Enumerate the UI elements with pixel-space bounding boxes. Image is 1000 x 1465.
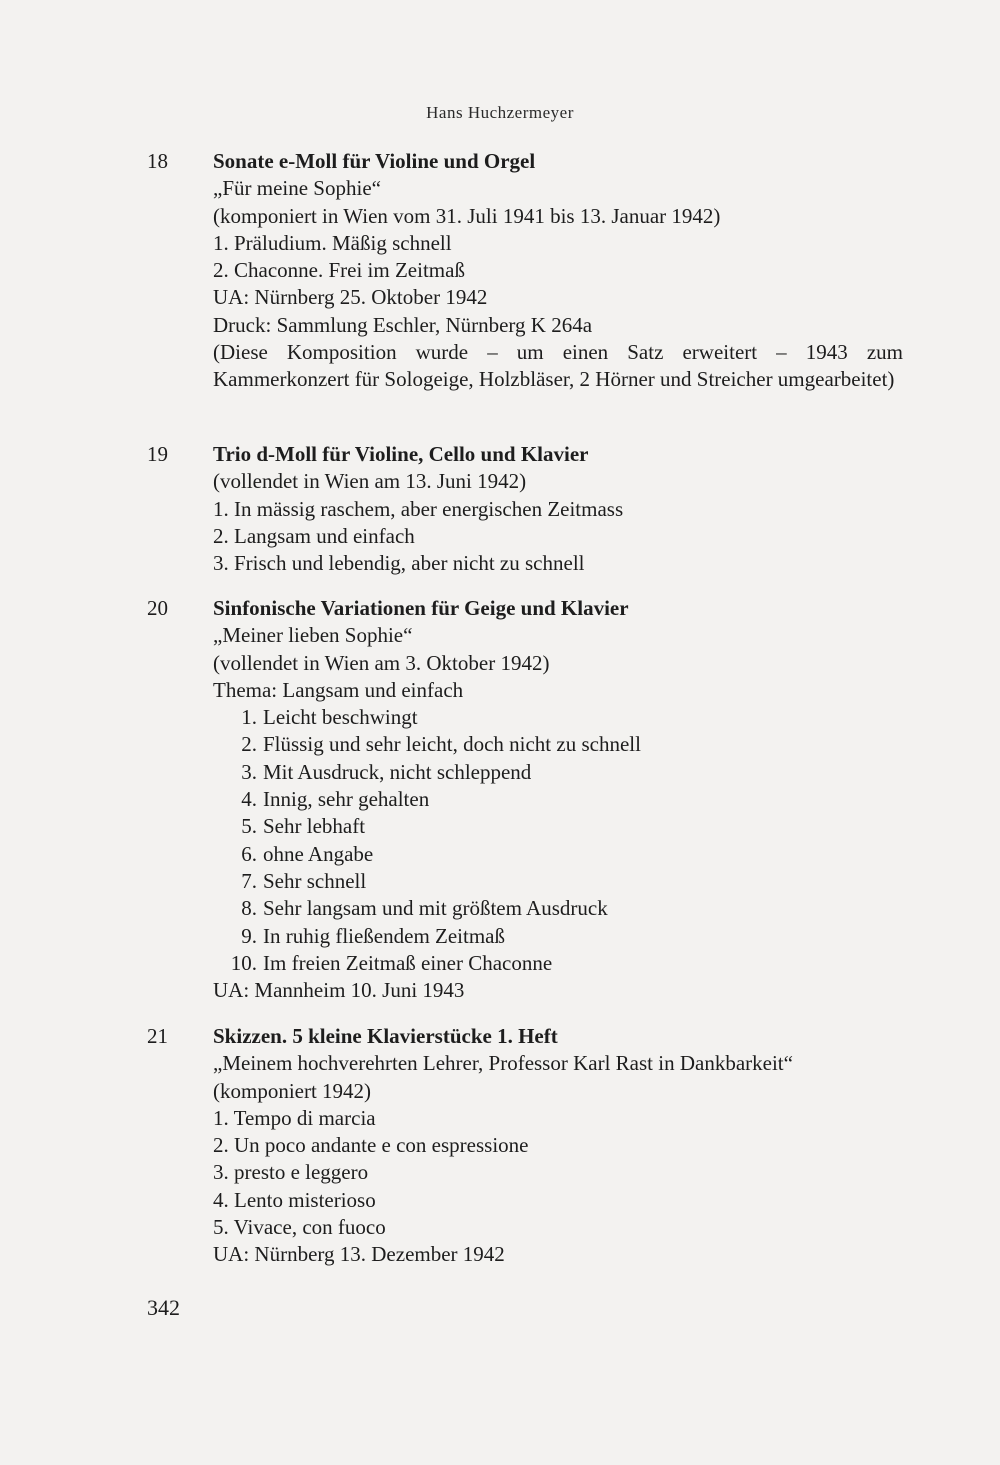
running-head: Hans Huchzermeyer	[426, 103, 574, 122]
premiere: UA: Nürnberg 13. Dezember 1942	[213, 1242, 505, 1267]
entry-body	[213, 595, 903, 1004]
movement: 1. Tempo di marcia	[213, 1105, 376, 1130]
composition-date: (komponiert 1942)	[213, 1078, 372, 1103]
entry-number: 19	[147, 442, 168, 466]
entry-body	[213, 148, 903, 394]
composition-date: (vollendet in Wien am 13. Juni 1942)	[213, 469, 527, 494]
variation-item: 2. Flüssig und sehr leicht, doch nicht zu schnell	[241, 732, 641, 757]
variation-item: 5. Sehr lebhaft	[241, 814, 366, 839]
movement: 4. Lento misterioso	[213, 1187, 376, 1212]
variation-item: 7. Sehr schnell	[241, 868, 367, 893]
movement: 2. Un poco andante e con espressione	[213, 1133, 529, 1158]
movement: 5. Vivace, con fuoco	[213, 1215, 386, 1240]
variation-item: 9. In ruhig fließendem Zeitmaß	[241, 923, 506, 948]
movement: 2. Langsam und einfach	[213, 523, 415, 548]
entry-title: Sinfonische Variationen für Geige und Klavier	[213, 596, 629, 620]
dedication: „Für meine Sophie“	[213, 176, 381, 201]
composition-date: (vollendet in Wien am 3. Oktober 1942)	[213, 650, 550, 675]
entry-title: Sonate e-Moll für Violine und Orgel	[213, 149, 536, 173]
variation-item: 10. Im freien Zeitmaß einer Chaconne	[230, 950, 553, 975]
premiere: UA: Nürnberg 25. Oktober 1942	[213, 285, 488, 310]
entry-body	[213, 1023, 903, 1269]
entry-body	[213, 441, 903, 577]
dedication: „Meinem hochverehrten Lehrer, Professor Karl Rast in Dankbarkeit“	[213, 1051, 793, 1076]
variation-item: 8. Sehr langsam und mit größtem Ausdruck	[241, 896, 608, 921]
variation-item: 4. Innig, sehr gehalten	[241, 787, 430, 812]
premiere: UA: Mannheim 10. Juni 1943	[213, 978, 465, 1003]
variation-list	[213, 704, 903, 977]
movement: 3. presto e leggero	[213, 1160, 369, 1185]
entry-number: 18	[147, 149, 168, 173]
entry-number: 21	[147, 1024, 168, 1048]
variation-item: 1. Leicht beschwingt	[241, 705, 418, 730]
composition-date: (komponiert in Wien vom 31. Juli 1941 bis 13. Januar 1942)	[213, 203, 721, 228]
movement: 1. In mässig raschem, aber energischen Zeitmass	[213, 496, 624, 521]
movement: 3. Frisch und lebendig, aber nicht zu schnell	[213, 551, 585, 576]
dedication: „Meiner lieben Sophie“	[213, 623, 413, 648]
entry-title: Trio d-Moll für Violine, Cello und Klavier	[213, 442, 589, 466]
entry-number: 20	[147, 596, 168, 620]
entry-title: Skizzen. 5 kleine Klavierstücke 1. Heft	[213, 1024, 558, 1048]
theme-line: Thema: Langsam und einfach	[213, 677, 464, 702]
variation-item: 6. ohne Angabe	[241, 841, 374, 866]
variation-item: 3. Mit Ausdruck, nicht schleppend	[241, 759, 532, 784]
entry-note: (Diese Komposition wurde – um einen Satz erweitert – 1943 zum Kammerkonzert für Sologeige, Holzbläser, 2 Hörner und Streicher umgearbeitet)	[213, 340, 903, 392]
page-number: 342	[147, 1295, 180, 1320]
print-info: Druck: Sammlung Eschler, Nürnberg K 264a	[213, 312, 593, 337]
movement: 2. Chaconne. Frei im Zeitmaß	[213, 258, 465, 283]
movement: 1. Präludium. Mäßig schnell	[213, 230, 452, 255]
